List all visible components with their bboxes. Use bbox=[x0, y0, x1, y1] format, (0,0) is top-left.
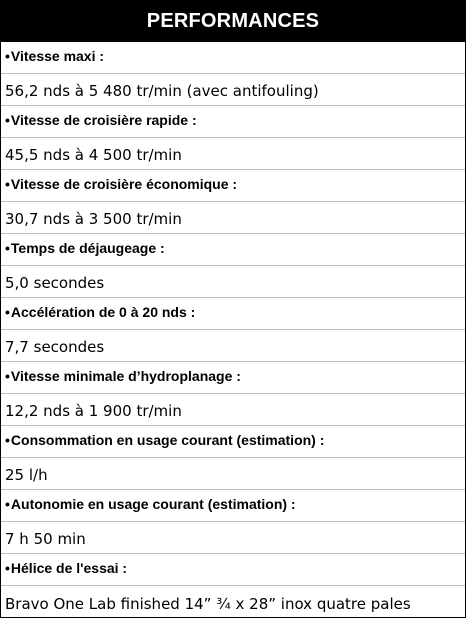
bullet-icon: • bbox=[5, 432, 10, 448]
value-text: 30,7 nds à 3 500 tr/min bbox=[5, 210, 182, 228]
label-row-autonomie bbox=[1, 490, 465, 522]
bullet-icon: • bbox=[5, 560, 10, 576]
value-text: 12,2 nds à 1 900 tr/min bbox=[5, 402, 182, 420]
label-text: Vitesse de croisière rapide : bbox=[10, 112, 197, 128]
label-text: Hélice de l'essai : bbox=[10, 560, 128, 576]
label-row-croisiere-rapide bbox=[1, 106, 465, 138]
label-text: Vitesse minimale d’hydroplanage : bbox=[10, 368, 241, 384]
label-row-vitesse-maxi bbox=[1, 42, 465, 74]
bullet-icon: • bbox=[5, 176, 10, 192]
value-row-dejaugeage bbox=[1, 266, 465, 298]
value-row-hydroplanage bbox=[1, 394, 465, 426]
label-text: Autonomie en usage courant (estimation) : bbox=[10, 496, 296, 512]
label-row-hydroplanage bbox=[1, 362, 465, 394]
label-text: Consommation en usage courant (estimation) : bbox=[10, 432, 325, 448]
value-text: Bravo One Lab finished 14” ¾ x 28” inox quatre pales bbox=[5, 595, 411, 613]
value-text: 45,5 nds à 4 500 tr/min bbox=[5, 146, 182, 164]
label-row-dejaugeage bbox=[1, 234, 465, 266]
bullet-icon: • bbox=[5, 368, 10, 384]
bullet-icon: • bbox=[5, 240, 10, 256]
table-body bbox=[1, 42, 465, 617]
label-row-helice bbox=[1, 554, 465, 586]
value-row-consommation bbox=[1, 458, 465, 490]
label-text: Temps de déjaugeage : bbox=[10, 240, 165, 256]
value-row-vitesse-maxi bbox=[1, 74, 465, 106]
label-text: Accélération de 0 à 20 nds : bbox=[10, 304, 196, 320]
bullet-icon: • bbox=[5, 112, 10, 128]
label-text: Vitesse de croisière économique : bbox=[10, 176, 238, 192]
value-text: 7,7 secondes bbox=[5, 338, 105, 356]
table-title: PERFORMANCES bbox=[1, 0, 465, 42]
bullet-icon: • bbox=[5, 304, 10, 320]
value-text: 56,2 nds à 5 480 tr/min (avec antifouling) bbox=[5, 82, 319, 100]
label-text: Vitesse maxi : bbox=[10, 48, 105, 64]
value-row-croisiere-economique bbox=[1, 202, 465, 234]
value-row-autonomie bbox=[1, 522, 465, 554]
value-row-helice bbox=[1, 586, 465, 618]
value-text: 7 h 50 min bbox=[5, 530, 86, 548]
label-row-croisiere-economique bbox=[1, 170, 465, 202]
label-row-consommation bbox=[1, 426, 465, 458]
bullet-icon: • bbox=[5, 496, 10, 512]
value-text: 25 l/h bbox=[5, 466, 48, 484]
bullet-icon: • bbox=[5, 48, 10, 64]
value-text: 5,0 secondes bbox=[5, 274, 105, 292]
value-row-croisiere-rapide bbox=[1, 138, 465, 170]
value-row-acceleration bbox=[1, 330, 465, 362]
label-row-acceleration bbox=[1, 298, 465, 330]
